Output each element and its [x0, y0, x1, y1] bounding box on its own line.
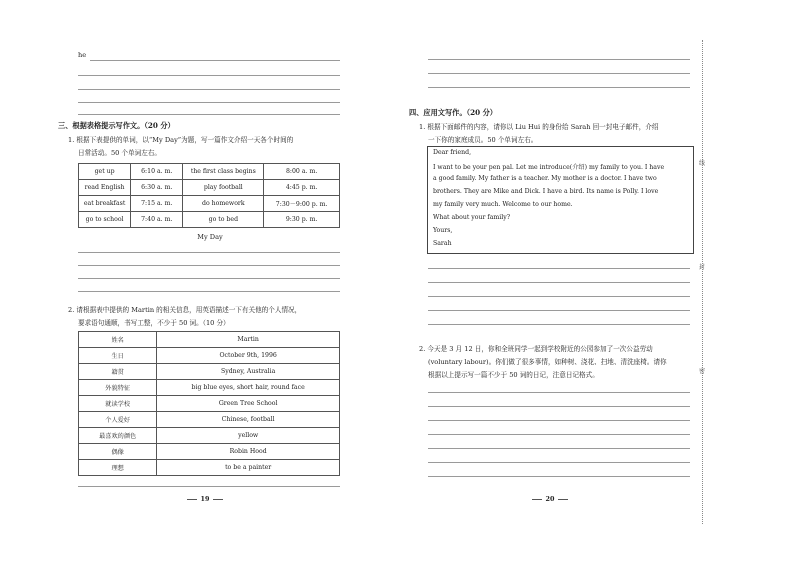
table-cell: Chinese, football: [157, 412, 340, 428]
table-cell: 理想: [79, 460, 157, 476]
table-row: [79, 428, 340, 444]
email-line: my family very much. Welcome to our home.: [433, 201, 573, 208]
table-cell: 就读学校: [79, 396, 157, 412]
table-cell: October 9th, 1996: [157, 348, 340, 364]
section4-q2-line3: 根据以上提示写一篇不少于 50 词的日记，注意日记格式。: [428, 371, 599, 379]
section4-q1-line1: 1. 根据下面邮件的内容，请你以 Liu Hui 的身份给 Sarah 回一封电子邮件，介绍: [419, 123, 659, 131]
table-cell: 最喜欢的颜色: [79, 428, 157, 444]
table-row: [79, 332, 340, 348]
table-cell: read English: [79, 180, 131, 196]
table-row: [79, 348, 340, 364]
writing-line: [78, 265, 340, 266]
writing-line: [428, 392, 690, 393]
table-cell: get up: [79, 164, 131, 180]
writing-line: [78, 278, 340, 279]
email-line: I want to be your pen pal. Let me introduce(介绍) my family to you. I have: [433, 164, 665, 171]
table-cell: 外貌特征: [79, 380, 157, 396]
table-cell: Robin Hood: [157, 444, 340, 460]
writing-line: [78, 89, 340, 90]
table-cell: go to school: [79, 212, 131, 228]
email-line: Yours,: [433, 227, 453, 234]
table-cell: Martin: [157, 332, 340, 348]
writing-line: [428, 420, 690, 421]
answer-prefix: he: [78, 51, 87, 59]
table-cell: do homework: [183, 196, 264, 212]
table-cell: 7:15 a. m.: [131, 196, 183, 212]
section4-q2-line2: (voluntary labour)。你们做了很多事情，如种树、浇花、扫地、清洗座椅。请你: [428, 358, 667, 366]
table-row: [79, 444, 340, 460]
schedule-table: [78, 163, 340, 228]
writing-line: [428, 324, 690, 325]
email-line: a good family. My father is a teacher. My mother is a doctor. I have two: [433, 175, 657, 182]
table-cell: Sydney, Australia: [157, 364, 340, 380]
section3-title: 三、根据表格提示写作文。（20 分）: [58, 121, 175, 130]
table-cell: 姓名: [79, 332, 157, 348]
writing-line: [78, 114, 340, 115]
writing-line: [78, 252, 340, 253]
email-line: brothers. They are Mike and Dick. I have a bird. Its name is Polly. I love: [433, 188, 659, 195]
writing-line: [428, 434, 690, 435]
table-cell: 籍贯: [79, 364, 157, 380]
table-row: [79, 396, 340, 412]
page-number-right: [520, 495, 580, 503]
writing-line: [90, 60, 340, 61]
profile-table: [78, 331, 340, 476]
essay-title: My Day: [197, 233, 223, 241]
table-cell: 生日: [79, 348, 157, 364]
section3-q1-line1: 1. 根据下表提供的单词，以“My Day”为题，写一篇作文介绍一天各个时间的: [68, 136, 294, 144]
writing-line: [428, 296, 690, 297]
table-row: [79, 212, 340, 228]
table-cell: 6:10 a. m.: [131, 164, 183, 180]
section4-q2-line1: 2. 今天是 3 月 12 日，你和全班同学一起到学校附近的公园参加了一次公益劳动: [419, 345, 653, 353]
table-cell: yellow: [157, 428, 340, 444]
email-line: Dear friend,: [433, 149, 472, 156]
table-cell: Green Tree School: [157, 396, 340, 412]
email-line: What about your family?: [433, 214, 511, 221]
section4-q1-line2: 一下你的家庭成员。50 个单词左右。: [428, 136, 538, 144]
table-cell: 偶像: [79, 444, 157, 460]
writing-line: [428, 310, 690, 311]
table-row: [79, 364, 340, 380]
table-cell: 4:45 p. m.: [264, 180, 340, 196]
binding-mark: 密: [699, 368, 706, 375]
page-number-left: [175, 495, 235, 503]
writing-line: [428, 448, 690, 449]
binding-line: [702, 40, 703, 524]
table-cell: big blue eyes, short hair, round face: [157, 380, 340, 396]
writing-line: [78, 75, 340, 76]
writing-line: [428, 87, 690, 88]
table-cell: 个人爱好: [79, 412, 157, 428]
table-row: [79, 180, 340, 196]
table-cell: 9:30 p. m.: [264, 212, 340, 228]
section4-title: 四、应用文写作。（20 分）: [409, 108, 497, 117]
table-cell: 6:30 a. m.: [131, 180, 183, 196]
table-cell: 7:30－9:00 p. m.: [264, 196, 340, 212]
writing-line: [428, 59, 690, 60]
table-row: [79, 164, 340, 180]
writing-line: [428, 73, 690, 74]
table-row: [79, 412, 340, 428]
writing-line: [428, 406, 690, 407]
table-row: [79, 380, 340, 396]
table-cell: go to bed: [183, 212, 264, 228]
table-cell: 8:00 a. m.: [264, 164, 340, 180]
page-number-text: 20: [545, 495, 555, 503]
writing-line: [78, 291, 340, 292]
table-cell: 7:40 a. m.: [131, 212, 183, 228]
binding-mark: 线: [699, 160, 706, 167]
writing-line: [78, 102, 340, 103]
binding-mark: 封: [699, 264, 706, 271]
table-cell: the first class begins: [183, 164, 264, 180]
table-row: [79, 460, 340, 476]
table-cell: play football: [183, 180, 264, 196]
section3-q2-line1: 2. 请根据表中提供的 Martin 的相关信息，用英语描述一下有关他的个人情况，: [68, 306, 302, 314]
writing-line: [428, 462, 690, 463]
page-number-text: 19: [200, 495, 210, 503]
table-cell: to be a painter: [157, 460, 340, 476]
table-cell: eat breakfast: [79, 196, 131, 212]
email-box: [427, 146, 694, 254]
email-line: Sarah: [433, 240, 452, 247]
writing-line: [78, 486, 340, 487]
section3-q1-line2: 日常活动。50 个单词左右。: [78, 149, 162, 157]
section3-q2-line2: 要求语句通顺，书写工整，不少于 50 词。（10 分）: [78, 319, 230, 327]
writing-line: [428, 268, 690, 269]
writing-line: [428, 282, 690, 283]
writing-line: [428, 476, 690, 477]
table-row: [79, 196, 340, 212]
